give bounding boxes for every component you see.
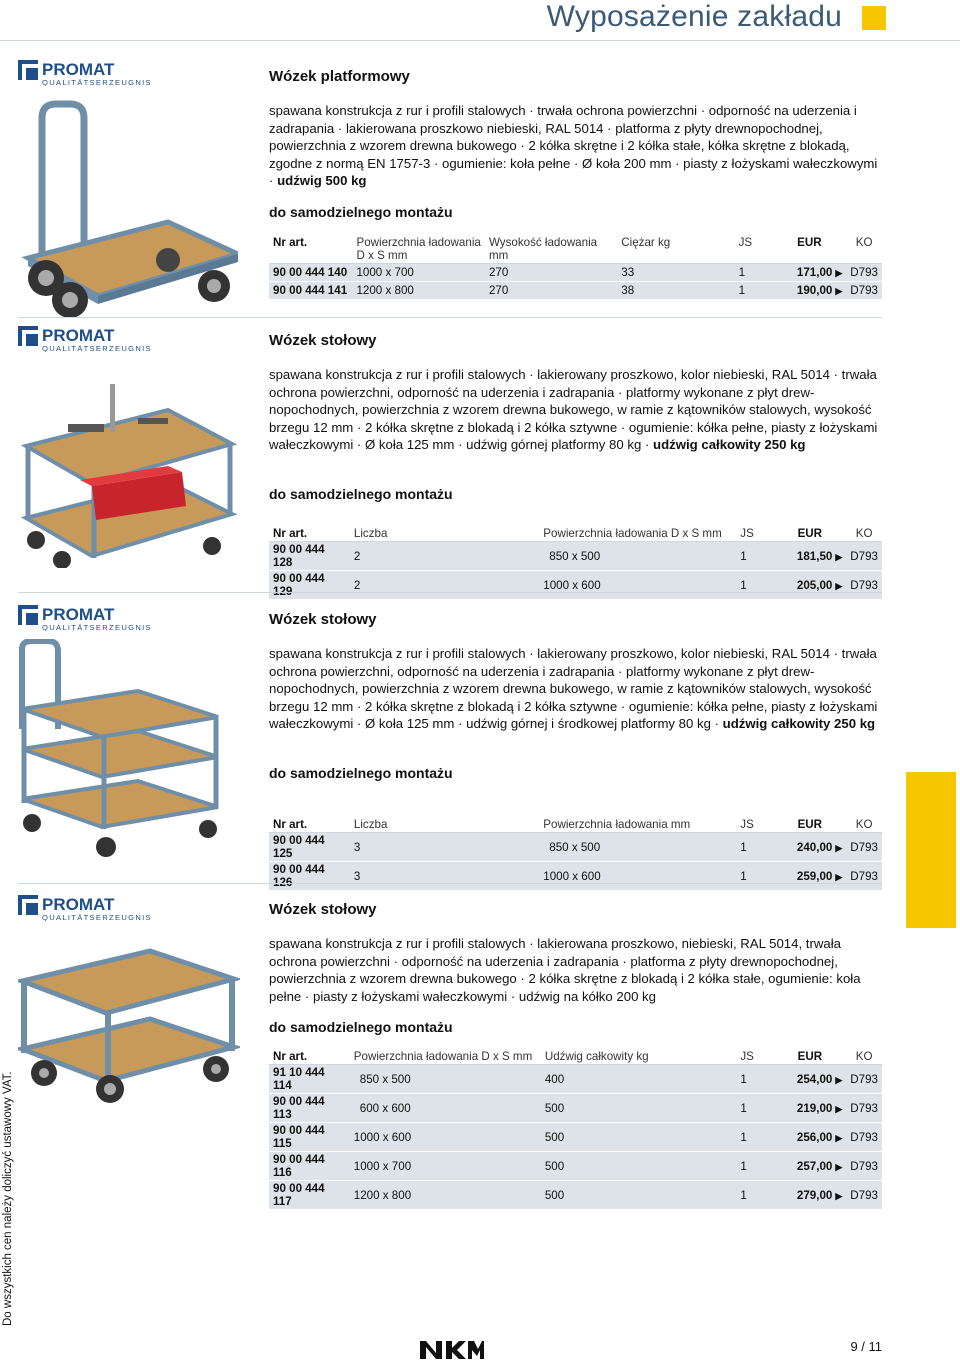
arrow-right-icon: ▶ [835,1132,843,1143]
arrow-right-icon: ▶ [835,1074,843,1085]
section-title: Wózek stołowy [269,611,377,628]
table-row: 90 00 444 129 2 1000 x 600 1 205,00 ▶ D793 [269,571,882,600]
section-divider [18,317,882,318]
assembly-note: do samodzielnego montażu [269,1019,453,1035]
table-row: 90 00 444 113 600 x 600 500 1 219,00 ▶ D793 [269,1094,882,1123]
section-title: Wózek platformowy [269,68,410,85]
header-divider [0,40,960,41]
table-row: 90 00 444 117 1200 x 800 500 1 279,00 ▶ D793 [269,1181,882,1210]
arrow-right-icon: ▶ [835,268,843,278]
svg-text:QUALITÄTSERZEUGNIS: QUALITÄTSERZEUGNIS [42,78,152,86]
arrow-right-icon: ▶ [835,1190,843,1201]
table-row: 91 10 444 114 850 x 500 400 1 254,00 ▶ D793 [269,1065,882,1094]
arrow-right-icon: ▶ [835,842,843,853]
vat-note: Do wszystkich cen należy doliczyć ustawowy VAT. [2,1071,14,1326]
table-row: 90 00 444 126 3 1000 x 600 1 259,00 ▶ D793 [269,862,882,891]
table-row: 90 00 444 128 2 850 x 500 1 181,50 ▶ D793 [269,542,882,571]
svg-text:PROMAT: PROMAT [42,60,115,79]
product-section-platform-cart [0,60,960,320]
spec-table: Nr art. Liczba Powierzchnia ładowania mm JS EUR KO 90 00 444 125 3 850 x 500 1 240,00 ▶ D793 90 00 444 126 3 1000 x 600 1 259,00 ▶ D793 [269,817,882,891]
svg-text:PROMAT: PROMAT [42,326,115,345]
three-shelf-cart-image [18,639,228,859]
section-description: spawana konstrukcja z rur i profili stalowych · trwała ochrona powierzchni · odporność na uderzenia i zadrapania · lakierowana proszkowo niebieski, RAL 5014 · platforma z płyty drewnopochodnej, powierzchnia z wzorem drewna bukowego · 2 kółka skrętne i 2 kółka stałe, kółka skrętne z blokadą, zgodne z normą EN 1757-3 · ogumienie: koła pełne · Ø koła 200 mm · piasty z łożyskami wałeczkowymi · udźwig 500 kg [269,103,878,188]
section-divider [18,883,882,884]
svg-text:PROMAT: PROMAT [42,895,115,914]
page-number: 9 / 11 [850,1339,882,1354]
spec-table: Nr art. Powierzchnia ładowania D x S mm Wysokość ładowania mm Ciężar kg JS EUR KO 90 00 444 140 1000 x 700 270 33 1 171,00 ▶ D793 90 00 444 141 1200 x 800 270 38 1 190,00 ▶ D793 [269,235,882,300]
svg-text:PROMAT: PROMAT [42,605,115,624]
table-row: 90 00 444 116 1000 x 700 500 1 257,00 ▶ D793 [269,1152,882,1181]
svg-text:QUALITÄTSERZEUGNIS: QUALITÄTSERZEUGNIS [42,913,152,921]
table-row: 90 00 444 125 3 850 x 500 1 240,00 ▶ D793 [269,833,882,862]
nkm-logo [420,1341,484,1359]
yellow-tab-marker [906,772,956,928]
promat-logo [18,605,166,631]
platform-cart-image [18,90,238,320]
heavy-table-cart-image [18,937,240,1107]
two-shelf-cart-image [18,368,240,568]
section-description: spawana konstrukcja z rur i profili stalowych · lakierowany proszkowo, kolor niebieski, RAL 5014 · trwała ochrona powierzchni, odporność na uderzenia i zadrapania · platformy wykonane z płyt drewnopochodnych, powierzchnia z wzorem drewna bukowego, w ramie z kątowników stalowych, wysokość brzegu 12 mm · 2 kółka skrętne z blokadą i 2 kółka sztywne · ogumienie: kółka pełne, piasty z łożyskami wałeczkowymi · Ø koła 125 mm · udźwig górnej i środkowej platformy 80 kg · udźwig całkowity 250 kg [269,646,878,731]
spec-table: Nr art. Powierzchnia ładowania D x S mm Udźwig całkowity kg JS EUR KO 91 10 444 114 850 x 500 400 1 254,00 ▶ D793 90 00 444 113 600 x 600 500 1 219,00 ▶ D793 90 00 444 115 1000 x 600 500 1 256,00 ▶ D793 90 00 444 116 1000 x 700 500 1 257,00 ▶ D793 90 00 444 117 1200 x 800 500 1 279,00 ▶ D793 [269,1049,882,1210]
section-description: spawana konstrukcja z rur i profili stalowych · lakierowany proszkowo, kolor niebieski, RAL 5014 · trwała ochrona powierzchni, odporność na uderzenia i zadrapania · platformy wykonane z płyt drewnopochodnych, powierzchnia z wzorem drewna bukowego, w ramie z kątowników stalowych, wysokość brzegu 12 mm · 2 kółka skrętne z blokadą i 2 kółka sztywne · ogumienie: kółka pełne, piasty z łożyskami wałeczkowymi · Ø koła 125 mm · udźwig górnej platformy 80 kg · udźwig całkowity 250 kg [269,367,878,452]
section-description: spawana konstrukcja z rur i profili stalowych · lakierowana proszkowo, niebieski, RAL 5014, trwała ochrona powierzchni · odporność na uderzenia i zadrapania · platforma z płyty drewnopochodnej, powierzchnia z wzorem drewna bukowego · 2 kółka skrętne z blokadą i 2 kółka stałe, ogumienie: koła pełne · piasty z łożyskami wałeczkowymi · udźwig na kółko 200 kg [269,936,861,1004]
assembly-note: do samodzielnego montażu [269,765,453,781]
svg-text:QUALITÄTSERZEUGNIS: QUALITÄTSERZEUGNIS [42,344,152,352]
product-section-table-cart-2 [0,326,960,598]
section-title: Wózek stołowy [269,332,377,349]
header-accent-square [862,6,886,30]
promat-logo [18,326,166,352]
promat-logo [18,60,166,86]
arrow-right-icon: ▶ [835,1161,843,1172]
arrow-right-icon: ▶ [835,1103,843,1114]
arrow-right-icon: ▶ [835,580,843,591]
section-title: Wózek stołowy [269,901,377,918]
assembly-note: do samodzielnego montażu [269,486,453,502]
spec-table: Nr art. Liczba Powierzchnia ładowania D x S mm JS EUR KO 90 00 444 128 2 850 x 500 1 181,50 ▶ D793 90 00 444 129 2 1000 x 600 1 205,00 ▶ D793 [269,526,882,600]
arrow-right-icon: ▶ [835,286,843,296]
svg-text:QUALITÄTSERZEUGNIS: QUALITÄTSERZEUGNIS [42,623,152,631]
table-row: 90 00 444 141 1200 x 800 270 38 1 190,00 ▶ D793 [269,282,882,300]
table-row: 90 00 444 115 1000 x 600 500 1 256,00 ▶ D793 [269,1123,882,1152]
arrow-right-icon: ▶ [835,871,843,882]
page-title: Wyposażenie zakładu [546,0,842,33]
assembly-note: do samodzielnego montażu [269,204,453,220]
arrow-right-icon: ▶ [835,551,843,562]
table-row: 90 00 444 140 1000 x 700 270 33 1 171,00 ▶ D793 [269,264,882,282]
product-section-table-cart-3 [0,605,960,889]
promat-logo [18,895,166,921]
section-divider [18,592,882,593]
